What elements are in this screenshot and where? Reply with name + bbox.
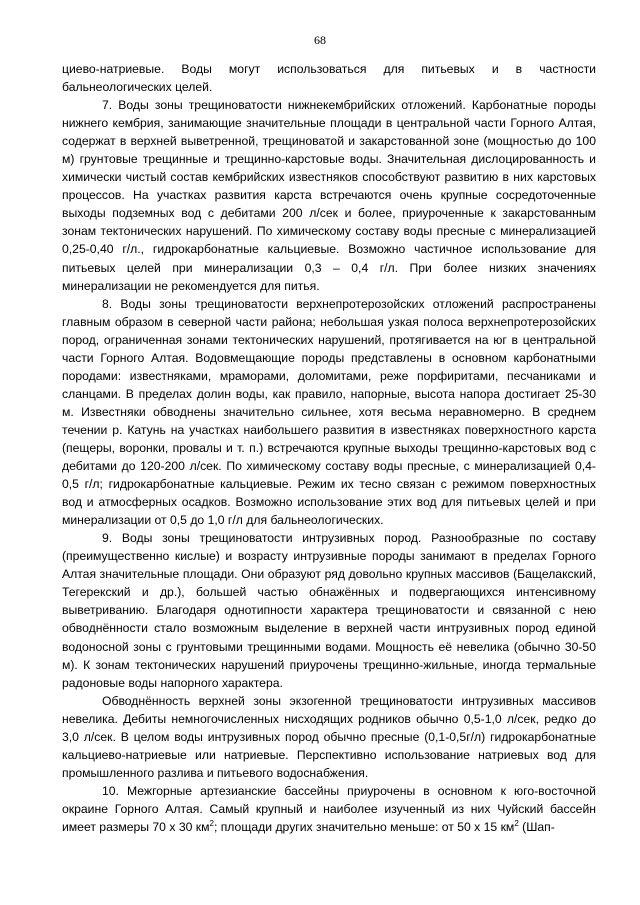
superscript-2: 2 xyxy=(514,818,519,828)
superscript-2: 2 xyxy=(209,818,214,828)
paragraph-intrusive-watering: Обводнённость верхней зоны экзогенной трещиноватости интрузивных массивов невелика. Дебиты немногочисленных нисходящих родников обычно 0,5-1,0 л/сек, редко до 3,0 л/сек. В целом воды интрузивных пород обычно пресные (0,1-0,5г/л) гидрокарбонатные кальциево-натриевые или натриевые. Перспективно использование натриевых вод для промышленного разлива и питьевого водоснабжения. xyxy=(62,693,596,780)
page-number: 68 xyxy=(314,33,326,47)
paragraph-upper-proterozoic-waters: 8. Воды зоны трещиноватости верхнепротерозойских отложений распространены главным образом в северной части района; небольшая узкая полоса верхнепротерозойских пород, ограниченная зонами тектонических нарушений, протягивается на юг в центральной части Горного Алтая. Водовмещающие породы представлены в основном карбонатными породами: известняками, мраморами, доломитами, реже порфиритами, песчаниками и сланцами. В пределах долин воды, как правило, напорные, высота напора достигает 25-30 м. Известняки обводнены значительно сильнее, хотя весьма неравномерно. В среднем течении р. Катунь на участках наибольшего развития в известняках поверхностного карста (пещеры, воронки, провалы и т. п.) встречаются крупные выходы трещинно-карстовых вод с дебитами до 120-200 л/сек. По химическому составу воды пресные, с минерализацией 0,4-0,5 г/л; гидрокарбонатные кальциевые. Режим их тесно связан с режимом поверхностных вод и атмосферных осадков. Возможно использование этих вод для питьевых целей и при минерализации от 0,5 до 1,0 г/л для бальнеологических. xyxy=(62,296,596,528)
artesian-text-end: (Шап- xyxy=(518,819,555,834)
paragraph-intrusive-rock-waters: 9. Воды зоны трещиноватости интрузивных пород. Разнообразные по составу (преимущественно кислые) и возрасту интрузивные породы занимают в пределах Горного Алтая значительные площади. Они образуют ряд довольно крупных массивов (Бащелакский, Тегерекский и др.), большей частью обнажённых и подвергающихся интенсивному выветриванию. Благодаря однотипности характера трещиноватости и связанной с нею обводнённости стало возможным выделение в верхней части интрузивных пород единой водоносной зоны с грунтовыми трещинными водами. Мощность её невелика (обычно 30-50 м). К зонам тектонических нарушений приурочены трещинно-жильные, иногда термальные радоновые воды напорного характера. xyxy=(62,531,596,690)
paragraph-artesian-basins xyxy=(62,782,596,836)
paragraph-lower-cambrian-waters: 7. Воды зоны трещиноватости нижнекембрийских отложений. Карбонатные породы нижнего кембрия, занимающие значительные площади в центральной части Горного Алтая, содержат в верхней выветренной, трещиноватой и закарстованной зоне (мощностью до 100 м) грунтовые трещинные и трещинно-карстовые воды. Значительная дислоцированность и химически чистый состав кембрийских известняков способствуют развитию в них карстовых процессов. На участках развития карста встречаются очень крупные сосредоточенные выходы подземных вод с дебитами 200 л/сек и более, приуроченные к закарстованным зонам тектонических нарушений. По химическому составу воды пресные с минерализацией 0,25-0,40 г/л., гидрокарбонатные кальциевые. Возможно частичное использование для питьевых целей при минерализации 0,3 – 0,4 г/л. При более низких значениях минерализации не рекомендуется для питья. xyxy=(62,98,596,293)
body-text xyxy=(62,60,596,836)
paragraph-continuation: циево-натриевые. Воды могут использоваться для питьевых и в частности бальнеологических целей. xyxy=(62,62,596,95)
artesian-text-start: 10. Межгорные артезианские бассейны приурочены в основном к юго-восточной окраине Горного Алтая. Самый крупный и наиболее изученный из них Чуйский бассейн имеет размеры 70 х 30 км xyxy=(62,783,596,834)
artesian-text-mid: ; площади других значительно меньше: от 50 х 15 км xyxy=(213,819,515,834)
